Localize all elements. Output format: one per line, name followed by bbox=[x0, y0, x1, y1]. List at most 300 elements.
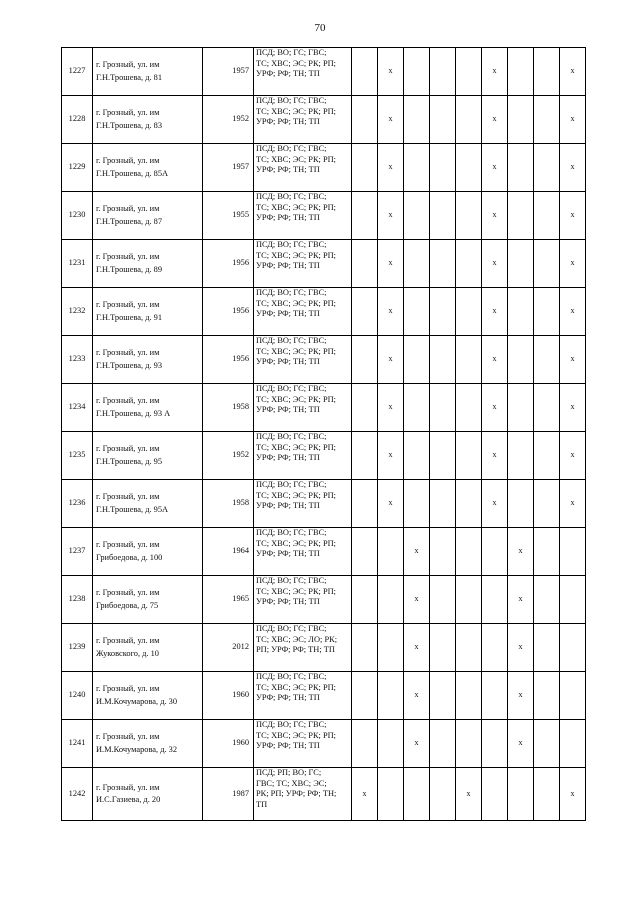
mark-cell bbox=[534, 480, 560, 528]
mark-cell bbox=[456, 432, 482, 480]
address-line: г. Грозный, ул. им bbox=[96, 636, 160, 646]
mark-cell bbox=[378, 576, 404, 624]
address-cell bbox=[93, 48, 203, 96]
works-cell bbox=[254, 192, 352, 240]
mark-cell bbox=[404, 384, 430, 432]
mark-cell: x bbox=[560, 288, 586, 336]
mark-cell bbox=[378, 672, 404, 720]
mark-cell bbox=[534, 528, 560, 576]
works-cell bbox=[254, 624, 352, 672]
works-line: ПСД; ВО; ГС; ГВС; bbox=[256, 576, 327, 585]
mark-cell: x bbox=[482, 240, 508, 288]
mark-cell bbox=[352, 624, 378, 672]
works-line: ТС; ХВС; ЭС; РК; РП; bbox=[256, 154, 336, 164]
address-line: г. Грозный, ул. им bbox=[96, 108, 160, 118]
works-line: ТС; ХВС; ЭС; РК; РП; bbox=[256, 394, 336, 404]
row-number-cell: 1235 bbox=[62, 432, 93, 480]
works-line: УРФ; РФ; ТН; ТП bbox=[256, 213, 320, 222]
mark-cell bbox=[430, 720, 456, 768]
table-row bbox=[62, 432, 586, 480]
mark-cell bbox=[404, 336, 430, 384]
mark-cell: x bbox=[378, 240, 404, 288]
year-cell: 1960 bbox=[203, 720, 254, 768]
works-cell bbox=[254, 672, 352, 720]
mark-cell: x bbox=[560, 768, 586, 821]
address-line: Г.Н.Трошева, д. 81 bbox=[96, 72, 163, 82]
address-line: Г.Н.Трошева, д. 93 bbox=[96, 360, 163, 370]
mark-cell bbox=[404, 768, 430, 821]
mark-cell bbox=[482, 528, 508, 576]
year-cell: 1957 bbox=[203, 144, 254, 192]
mark-cell bbox=[352, 432, 378, 480]
works-line: ПСД; ВО; ГС; ГВС; bbox=[256, 336, 327, 345]
buildings-table bbox=[61, 47, 586, 821]
works-cell bbox=[254, 288, 352, 336]
mark-cell: x bbox=[378, 384, 404, 432]
works-cell bbox=[254, 336, 352, 384]
works-line: УРФ; РФ; ТН; ТП bbox=[256, 309, 320, 318]
mark-cell: x bbox=[508, 576, 534, 624]
row-number-cell: 1229 bbox=[62, 144, 93, 192]
mark-cell: x bbox=[482, 96, 508, 144]
works-line: ТП bbox=[256, 799, 268, 809]
mark-cell bbox=[378, 624, 404, 672]
mark-cell: x bbox=[482, 384, 508, 432]
mark-cell: x bbox=[482, 432, 508, 480]
mark-cell bbox=[378, 768, 404, 821]
mark-cell bbox=[534, 720, 560, 768]
mark-cell bbox=[456, 144, 482, 192]
address-line: г. Грозный, ул. им bbox=[96, 60, 160, 70]
mark-cell: x bbox=[482, 192, 508, 240]
address-line: И.М.Кочумарова, д. 32 bbox=[96, 744, 178, 754]
address-line: Г.Н.Трошева, д. 95 bbox=[96, 456, 163, 466]
works-line: ПСД; ВО; ГС; ГВС; bbox=[256, 240, 327, 249]
mark-cell bbox=[534, 48, 560, 96]
mark-cell bbox=[352, 384, 378, 432]
works-line: ТС; ХВС; ЭС; РК; РП; bbox=[256, 538, 336, 548]
mark-cell bbox=[534, 672, 560, 720]
page-number: 70 bbox=[314, 22, 326, 34]
mark-cell bbox=[430, 624, 456, 672]
address-line: г. Грозный, ул. им bbox=[96, 204, 160, 214]
mark-cell: x bbox=[560, 240, 586, 288]
mark-cell: x bbox=[378, 48, 404, 96]
table-row bbox=[62, 624, 586, 672]
year-cell: 1987 bbox=[203, 768, 254, 821]
mark-cell bbox=[560, 624, 586, 672]
mark-cell bbox=[534, 240, 560, 288]
mark-cell bbox=[560, 528, 586, 576]
table-row bbox=[62, 480, 586, 528]
table-row bbox=[62, 336, 586, 384]
year-cell: 1952 bbox=[203, 432, 254, 480]
row-number-cell: 1233 bbox=[62, 336, 93, 384]
mark-cell bbox=[430, 288, 456, 336]
works-line: ПСД; ВО; ГС; ГВС; bbox=[256, 192, 327, 201]
mark-cell: x bbox=[508, 528, 534, 576]
works-line: УРФ; РФ; ТН; ТП bbox=[256, 501, 320, 510]
works-cell bbox=[254, 720, 352, 768]
buildings-table-container bbox=[61, 47, 585, 821]
works-line: ПСД; ВО; ГС; ГВС; bbox=[256, 720, 327, 729]
works-line: ТС; ХВС; ЭС; РК; РП; bbox=[256, 202, 336, 212]
works-cell bbox=[254, 48, 352, 96]
mark-cell bbox=[404, 480, 430, 528]
mark-cell bbox=[352, 672, 378, 720]
year-cell: 1964 bbox=[203, 528, 254, 576]
works-line: УРФ; РФ; ТН; ТП bbox=[256, 405, 320, 414]
mark-cell bbox=[430, 48, 456, 96]
mark-cell bbox=[430, 192, 456, 240]
works-line: РК; РП; УРФ; РФ; ТН; bbox=[256, 789, 337, 798]
year-cell: 1956 bbox=[203, 240, 254, 288]
mark-cell bbox=[378, 720, 404, 768]
works-line: ПСД; ВО; ГС; ГВС; bbox=[256, 528, 327, 537]
mark-cell: x bbox=[508, 720, 534, 768]
mark-cell bbox=[456, 240, 482, 288]
mark-cell bbox=[352, 528, 378, 576]
mark-cell bbox=[508, 480, 534, 528]
mark-cell bbox=[430, 240, 456, 288]
row-number-cell: 1230 bbox=[62, 192, 93, 240]
mark-cell bbox=[456, 48, 482, 96]
row-number-cell: 1232 bbox=[62, 288, 93, 336]
mark-cell bbox=[430, 576, 456, 624]
mark-cell: x bbox=[378, 336, 404, 384]
mark-cell: x bbox=[378, 96, 404, 144]
address-cell bbox=[93, 576, 203, 624]
table-row bbox=[62, 672, 586, 720]
address-line: Г.Н.Трошева, д. 93 А bbox=[96, 408, 171, 418]
address-line: Г.Н.Трошева, д. 83 bbox=[96, 120, 163, 130]
year-cell: 1956 bbox=[203, 336, 254, 384]
table-row bbox=[62, 768, 586, 821]
mark-cell bbox=[456, 192, 482, 240]
mark-cell bbox=[430, 96, 456, 144]
address-line: г. Грозный, ул. им bbox=[96, 732, 160, 742]
mark-cell: x bbox=[404, 624, 430, 672]
mark-cell: x bbox=[482, 336, 508, 384]
mark-cell: x bbox=[404, 672, 430, 720]
address-line: Г.Н.Трошева, д. 85А bbox=[96, 168, 169, 178]
works-line: ТС; ХВС; ЭС; РК; РП; bbox=[256, 250, 336, 260]
row-number-cell: 1236 bbox=[62, 480, 93, 528]
row-number-cell: 1237 bbox=[62, 528, 93, 576]
works-line: ТС; ХВС; ЭС; РК; РП; bbox=[256, 730, 336, 740]
works-line: РП; УРФ; РФ; ТН; ТП bbox=[256, 645, 335, 654]
works-line: УРФ; РФ; ТН; ТП bbox=[256, 165, 320, 174]
mark-cell bbox=[508, 96, 534, 144]
address-cell bbox=[93, 288, 203, 336]
address-line: Г.Н.Трошева, д. 87 bbox=[96, 216, 163, 226]
works-line: УРФ; РФ; ТН; ТП bbox=[256, 549, 320, 558]
table-row bbox=[62, 528, 586, 576]
mark-cell: x bbox=[456, 768, 482, 821]
works-line: УРФ; РФ; ТН; ТП bbox=[256, 741, 320, 750]
address-cell bbox=[93, 96, 203, 144]
mark-cell bbox=[430, 432, 456, 480]
mark-cell bbox=[430, 528, 456, 576]
mark-cell bbox=[508, 384, 534, 432]
mark-cell: x bbox=[560, 432, 586, 480]
works-cell bbox=[254, 144, 352, 192]
mark-cell: x bbox=[482, 480, 508, 528]
mark-cell: x bbox=[378, 480, 404, 528]
mark-cell bbox=[430, 384, 456, 432]
works-line: ПСД; ВО; ГС; ГВС; bbox=[256, 624, 327, 633]
works-line: УРФ; РФ; ТН; ТП bbox=[256, 597, 320, 606]
address-line: г. Грозный, ул. им bbox=[96, 782, 160, 792]
mark-cell bbox=[430, 672, 456, 720]
mark-cell: x bbox=[560, 96, 586, 144]
mark-cell bbox=[560, 720, 586, 768]
address-cell bbox=[93, 384, 203, 432]
mark-cell bbox=[534, 144, 560, 192]
works-line: ПСД; РП; ВО; ГС; bbox=[256, 768, 322, 777]
mark-cell bbox=[508, 288, 534, 336]
works-cell bbox=[254, 576, 352, 624]
mark-cell bbox=[482, 768, 508, 821]
table-row bbox=[62, 240, 586, 288]
row-number-cell: 1242 bbox=[62, 768, 93, 821]
table-row bbox=[62, 288, 586, 336]
mark-cell: x bbox=[404, 720, 430, 768]
address-line: г. Грозный, ул. им bbox=[96, 588, 160, 598]
year-cell: 1958 bbox=[203, 384, 254, 432]
address-cell bbox=[93, 528, 203, 576]
works-line: ТС; ХВС; ЭС; РК; РП; bbox=[256, 586, 336, 596]
table-row bbox=[62, 144, 586, 192]
address-cell bbox=[93, 432, 203, 480]
works-line: УРФ; РФ; ТН; ТП bbox=[256, 693, 320, 702]
address-cell bbox=[93, 768, 203, 821]
mark-cell bbox=[508, 144, 534, 192]
mark-cell bbox=[456, 384, 482, 432]
address-line: г. Грозный, ул. им bbox=[96, 540, 160, 550]
mark-cell: x bbox=[560, 192, 586, 240]
address-line: И.С.Газиева, д. 20 bbox=[96, 795, 161, 804]
mark-cell: x bbox=[482, 288, 508, 336]
mark-cell bbox=[534, 624, 560, 672]
row-number-cell: 1227 bbox=[62, 48, 93, 96]
year-cell: 1952 bbox=[203, 96, 254, 144]
mark-cell bbox=[482, 672, 508, 720]
works-cell bbox=[254, 768, 352, 821]
works-cell bbox=[254, 384, 352, 432]
mark-cell bbox=[534, 432, 560, 480]
row-number-cell: 1240 bbox=[62, 672, 93, 720]
row-number-cell: 1231 bbox=[62, 240, 93, 288]
works-line: ТС; ХВС; ЭС; РК; РП; bbox=[256, 298, 336, 308]
mark-cell bbox=[456, 576, 482, 624]
mark-cell bbox=[534, 192, 560, 240]
works-line: ТС; ХВС; ЭС; РК; РП; bbox=[256, 106, 336, 116]
works-line: ПСД; ВО; ГС; ГВС; bbox=[256, 432, 327, 441]
mark-cell bbox=[560, 672, 586, 720]
address-line: г. Грозный, ул. им bbox=[96, 492, 160, 502]
mark-cell bbox=[456, 336, 482, 384]
works-cell bbox=[254, 96, 352, 144]
year-cell: 1960 bbox=[203, 672, 254, 720]
mark-cell bbox=[534, 336, 560, 384]
mark-cell bbox=[482, 576, 508, 624]
mark-cell bbox=[508, 432, 534, 480]
works-line: УРФ; РФ; ТН; ТП bbox=[256, 69, 320, 78]
mark-cell bbox=[456, 480, 482, 528]
year-cell: 2012 bbox=[203, 624, 254, 672]
address-cell bbox=[93, 624, 203, 672]
address-cell bbox=[93, 480, 203, 528]
mark-cell: x bbox=[560, 336, 586, 384]
works-cell bbox=[254, 240, 352, 288]
mark-cell: x bbox=[378, 192, 404, 240]
mark-cell bbox=[456, 288, 482, 336]
mark-cell: x bbox=[560, 48, 586, 96]
works-line: УРФ; РФ; ТН; ТП bbox=[256, 357, 320, 366]
address-line: г. Грозный, ул. им bbox=[96, 444, 160, 454]
works-line: УРФ; РФ; ТН; ТП bbox=[256, 117, 320, 126]
address-line: г. Грозный, ул. им bbox=[96, 156, 160, 166]
address-line: г. Грозный, ул. им bbox=[96, 396, 160, 406]
address-cell bbox=[93, 672, 203, 720]
address-line: г. Грозный, ул. им bbox=[96, 300, 160, 310]
works-line: ТС; ХВС; ЭС; РК; РП; bbox=[256, 346, 336, 356]
works-line: ГВС; ТС; ХВС; ЭС; bbox=[256, 778, 327, 788]
row-number-cell: 1228 bbox=[62, 96, 93, 144]
mark-cell bbox=[352, 480, 378, 528]
address-line: Грибоедова, д. 100 bbox=[96, 552, 163, 562]
works-line: ТС; ХВС; ЭС; РК; РП; bbox=[256, 442, 336, 452]
address-line: И.М.Кочумарова, д. 30 bbox=[96, 696, 178, 706]
mark-cell: x bbox=[404, 528, 430, 576]
mark-cell bbox=[352, 48, 378, 96]
year-cell: 1957 bbox=[203, 48, 254, 96]
mark-cell bbox=[456, 672, 482, 720]
address-line: Жуковского, д. 10 bbox=[96, 648, 159, 658]
mark-cell bbox=[534, 576, 560, 624]
works-line: ПСД; ВО; ГС; ГВС; bbox=[256, 144, 327, 153]
table-row bbox=[62, 192, 586, 240]
year-cell: 1965 bbox=[203, 576, 254, 624]
mark-cell bbox=[352, 288, 378, 336]
works-line: ПСД; ВО; ГС; ГВС; bbox=[256, 288, 327, 297]
mark-cell bbox=[430, 336, 456, 384]
works-line: ТС; ХВС; ЭС; ЛО; РК; bbox=[256, 634, 338, 644]
mark-cell bbox=[404, 48, 430, 96]
mark-cell bbox=[352, 720, 378, 768]
mark-cell: x bbox=[560, 480, 586, 528]
table-row bbox=[62, 96, 586, 144]
mark-cell bbox=[430, 480, 456, 528]
table-row bbox=[62, 576, 586, 624]
mark-cell bbox=[430, 768, 456, 821]
works-line: УРФ; РФ; ТН; ТП bbox=[256, 261, 320, 270]
mark-cell bbox=[560, 576, 586, 624]
mark-cell bbox=[534, 768, 560, 821]
mark-cell bbox=[352, 192, 378, 240]
mark-cell bbox=[456, 96, 482, 144]
mark-cell bbox=[404, 240, 430, 288]
works-cell bbox=[254, 480, 352, 528]
mark-cell: x bbox=[378, 144, 404, 192]
mark-cell bbox=[352, 144, 378, 192]
table-body bbox=[62, 48, 586, 821]
table-row bbox=[62, 48, 586, 96]
address-line: Г.Н.Трошева, д. 95А bbox=[96, 504, 169, 514]
mark-cell bbox=[404, 432, 430, 480]
address-line: г. Грозный, ул. им bbox=[96, 684, 160, 694]
address-line: г. Грозный, ул. им bbox=[96, 252, 160, 262]
works-line: ПСД; ВО; ГС; ГВС; bbox=[256, 480, 327, 489]
works-line: ТС; ХВС; ЭС; РК; РП; bbox=[256, 490, 336, 500]
mark-cell: x bbox=[508, 624, 534, 672]
mark-cell: x bbox=[482, 144, 508, 192]
year-cell: 1958 bbox=[203, 480, 254, 528]
mark-cell bbox=[404, 96, 430, 144]
mark-cell bbox=[404, 144, 430, 192]
mark-cell bbox=[456, 624, 482, 672]
mark-cell bbox=[482, 624, 508, 672]
mark-cell: x bbox=[352, 768, 378, 821]
works-line: ПСД; ВО; ГС; ГВС; bbox=[256, 48, 327, 57]
mark-cell bbox=[456, 720, 482, 768]
works-line: ТС; ХВС; ЭС; РК; РП; bbox=[256, 682, 336, 692]
mark-cell bbox=[404, 192, 430, 240]
works-line: ПСД; ВО; ГС; ГВС; bbox=[256, 672, 327, 681]
address-cell bbox=[93, 336, 203, 384]
address-line: Г.Н.Трошева, д. 89 bbox=[96, 264, 163, 274]
address-cell bbox=[93, 144, 203, 192]
works-line: ПСД; ВО; ГС; ГВС; bbox=[256, 384, 327, 393]
mark-cell bbox=[508, 336, 534, 384]
mark-cell: x bbox=[404, 576, 430, 624]
year-cell: 1955 bbox=[203, 192, 254, 240]
mark-cell bbox=[404, 288, 430, 336]
mark-cell bbox=[482, 720, 508, 768]
mark-cell: x bbox=[560, 384, 586, 432]
mark-cell bbox=[456, 528, 482, 576]
mark-cell bbox=[378, 528, 404, 576]
table-row bbox=[62, 720, 586, 768]
mark-cell: x bbox=[482, 48, 508, 96]
address-cell bbox=[93, 240, 203, 288]
mark-cell bbox=[352, 96, 378, 144]
works-line: ТС; ХВС; ЭС; РК; РП; bbox=[256, 58, 336, 68]
row-number-cell: 1239 bbox=[62, 624, 93, 672]
mark-cell bbox=[352, 336, 378, 384]
address-line: Г.Н.Трошева, д. 91 bbox=[96, 312, 163, 322]
mark-cell bbox=[508, 192, 534, 240]
mark-cell bbox=[430, 144, 456, 192]
mark-cell bbox=[352, 240, 378, 288]
mark-cell: x bbox=[378, 288, 404, 336]
address-cell bbox=[93, 720, 203, 768]
mark-cell: x bbox=[378, 432, 404, 480]
mark-cell: x bbox=[508, 672, 534, 720]
works-line: ПСД; ВО; ГС; ГВС; bbox=[256, 96, 327, 105]
row-number-cell: 1241 bbox=[62, 720, 93, 768]
address-line: Грибоедова, д. 75 bbox=[96, 600, 159, 610]
mark-cell bbox=[508, 768, 534, 821]
row-number-cell: 1238 bbox=[62, 576, 93, 624]
mark-cell: x bbox=[560, 144, 586, 192]
mark-cell bbox=[534, 96, 560, 144]
mark-cell bbox=[534, 288, 560, 336]
mark-cell bbox=[508, 48, 534, 96]
year-cell: 1956 bbox=[203, 288, 254, 336]
works-line: УРФ; РФ; ТН; ТП bbox=[256, 453, 320, 462]
